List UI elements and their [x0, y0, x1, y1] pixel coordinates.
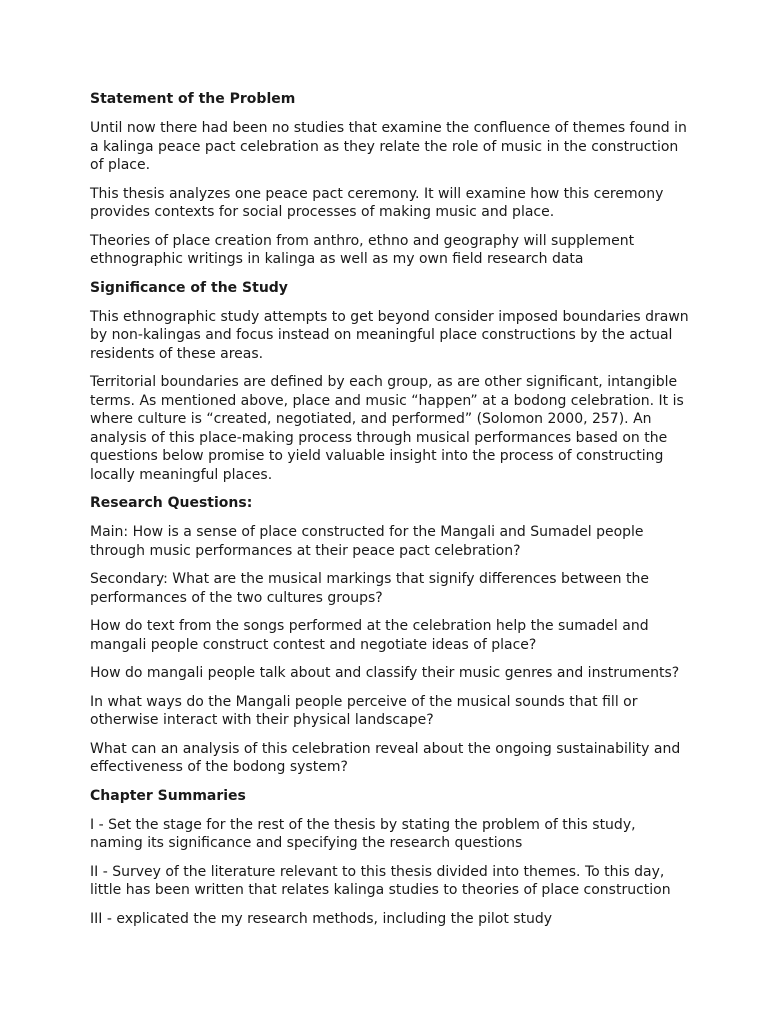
question-main: Main: How is a sense of place constructed for the Mangali and Sumadel people through music performances at their peace pact celebration? [90, 524, 644, 559]
heading-significance: Significance of the Study [90, 279, 288, 296]
chapter-summary-2: II - Survey of the literature relevant to this thesis divided into themes. To this day, little has been written that relates kalinga studies to theories of place construction [90, 863, 671, 898]
question-secondary: Secondary: What are the musical markings that signify differences between the performances of the two cultures groups? [90, 571, 649, 606]
question-sustainability: What can an analysis of this celebration reveal about the ongoing sustainability and effectiveness of the bodong system? [90, 740, 681, 775]
problem-paragraph-3: Theories of place creation from anthro, ethno and geography will supplement ethnographic writings in kalinga as well as my own field research data [90, 232, 635, 267]
significance-paragraph-2: Territorial boundaries are defined by each group, as are other significant, intangible terms. As mentioned above, place and music “happen” at a bodong celebration. It is where culture is “created, negotiated, and performed” (Solomon 2000, 257). An analysis of this place-making process through musical performances based on the questions below promise to yield valuable insight into the process of constructing locally meaningful places. [90, 374, 684, 483]
question-genres: How do mangali people talk about and classify their music genres and instruments? [90, 665, 680, 681]
heading-statement-of-problem: Statement of the Problem [90, 91, 296, 107]
question-song-text: How do text from the songs performed at the celebration help the sumadel and mangali people construct contest and negotiate ideas of place? [90, 618, 649, 653]
document-page [90, 90, 690, 938]
problem-paragraph-2: This thesis analyzes one peace pact ceremony. It will examine how this ceremony provides contexts for social processes of making music and place. [90, 185, 664, 220]
problem-paragraph-1: Until now there had been no studies that examine the confluence of themes found in a kalinga peace pact celebration as they relate the role of music in the construction of place. [90, 120, 687, 173]
heading-chapter-summaries: Chapter Summaries [90, 787, 246, 804]
question-landscape: In what ways do the Mangali people perceive of the musical sounds that fill or otherwise interact with their physical landscape? [90, 693, 638, 728]
chapter-summary-1: I - Set the stage for the rest of the thesis by stating the problem of this study, naming its significance and specifying the research questions [90, 816, 636, 851]
heading-research-questions: Research Questions: [90, 495, 253, 511]
chapter-summary-3: III - explicated the my research methods, including the pilot study [90, 910, 553, 927]
significance-paragraph-1: This ethnographic study attempts to get beyond consider imposed boundaries drawn by non-kalingas and focus instead on meaningful place constructions by the actual residents of these areas. [90, 308, 689, 362]
